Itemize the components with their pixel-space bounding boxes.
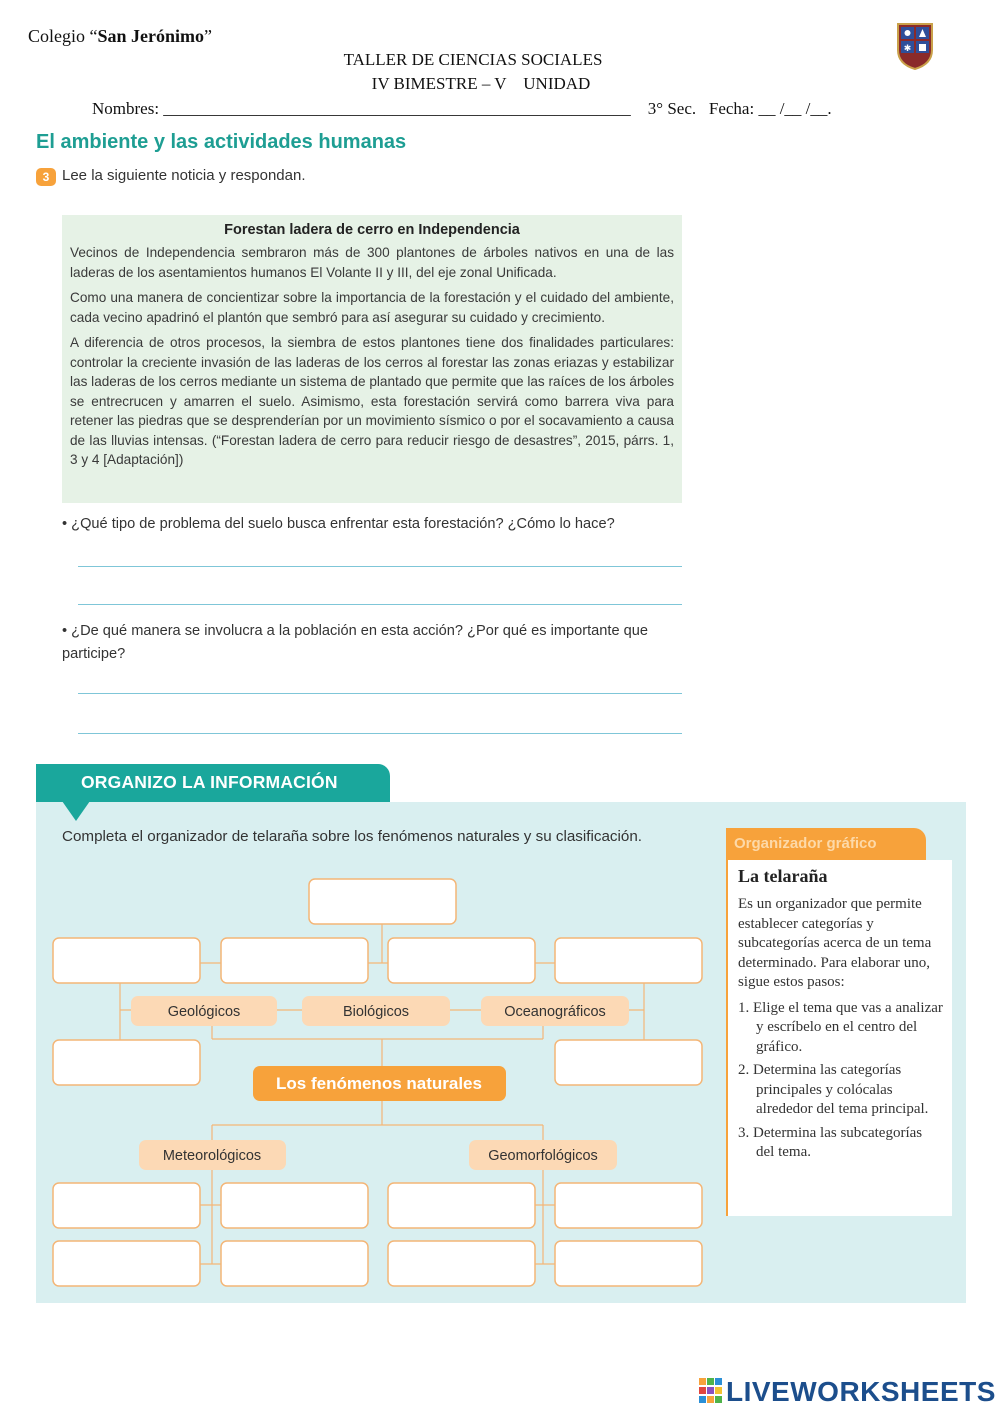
answer-box-side-right[interactable] <box>555 1040 702 1085</box>
worksheet-subtitle: IV BIMESTRE – V UNIDAD <box>371 74 591 93</box>
school-name: Colegio “San Jerónimo” <box>28 26 213 46</box>
question-2: • ¿De qué manera se involucra a la población en esta acción? ¿Por qué es importante que participe? <box>62 623 648 662</box>
category-label-meteorologicos: Meteorológicos <box>162 1148 262 1164</box>
sidebar-step: 3. Determina las subcategorías del tema. <box>738 1124 923 1160</box>
answer-box-bottom[interactable] <box>53 1241 200 1286</box>
answer-box-row1[interactable] <box>221 938 368 983</box>
center-topic-label: Los fenómenos naturales <box>276 1074 482 1093</box>
spider-web-diagram <box>36 802 716 1303</box>
sidebar-tab <box>726 828 926 860</box>
worksheet-title: TALLER DE CIENCIAS SOCIALES <box>343 50 603 69</box>
sidebar-intro: Es un organizador que permite establecer categorías y subcategorías acerca de un tema determinado. Para elaborar uno, sigue estos pasos: <box>738 896 932 990</box>
organizer-tab-label: ORGANIZO LA INFORMACIÓN <box>81 772 338 792</box>
answer-box-row1[interactable] <box>53 938 200 983</box>
answer-box-row1[interactable] <box>555 938 702 983</box>
sidebar-tab-label: Organizador gráfico <box>734 835 877 852</box>
answer-box-row1[interactable] <box>388 938 535 983</box>
answer-box-bottom[interactable] <box>221 1241 368 1286</box>
answer-box-bottom[interactable] <box>388 1241 535 1286</box>
reading-instruction: Lee la siguiente noticia y respondan. <box>62 167 306 184</box>
step-number-badge: 3 <box>36 168 56 186</box>
category-label-geologicos: Geológicos <box>167 1004 241 1020</box>
news-box <box>62 215 682 503</box>
answer-box-top[interactable] <box>309 879 456 924</box>
liveworksheets-brand: LIVEWORKSHEETS <box>726 1376 996 1407</box>
sidebar-steps <box>738 999 944 1163</box>
sidebar-step: 1. Elige el tema que vas a analizar y escríbelo en el centro del gráfico. <box>738 999 943 1055</box>
news-paragraph: Como una manera de concientizar sobre la importancia de la forestación y el cuidado del ambiente, cada vecino apadrinó el plantón que sembró para así asegurar su cuidado y crecimiento. <box>70 290 674 325</box>
answer-line-1a[interactable] <box>78 566 682 567</box>
answer-box-bottom[interactable] <box>53 1183 200 1228</box>
answer-box-bottom[interactable] <box>555 1183 702 1228</box>
news-paragraph: A diferencia de otros procesos, la siembra de estos plantones tiene dos finalidades particulares: controlar la creciente invasión de las laderas de los cerros al forestar las zonas eriazas y estabilizar las laderas de los cerros mediante un sistema de plantado que permite que las raíces de los árboles se entrecrucen y amarren el suelo. Asimismo, esta forestación servirá como barrera viva para retener las piedras que se desprenderían por un movimiento sísmico o por el socavamiento a causa de las lluvias intensas. (“Forestan ladera de cerro para reducir riesgo de desastres”, 2015, párrs. 1, 3 y 4 [Adaptación]) <box>70 335 674 467</box>
sidebar-step: 2. Determina las categorías principales y colócalas alrededor del tema principal. <box>738 1062 929 1117</box>
answer-line-2a[interactable] <box>78 693 682 694</box>
news-paragraph: Vecinos de Independencia sembraron más de 300 plantones de árboles nativos en una de las laderas de los asentamientos humanos El Volante II y III, del eje zonal Unificada. <box>70 245 674 280</box>
answer-box-side-left[interactable] <box>53 1040 200 1085</box>
organizer-instruction: Completa el organizador de telaraña sobre los fenómenos naturales y su clasificación. <box>62 828 642 845</box>
category-label-geomorfologicos: Geomorfológicos <box>488 1148 598 1164</box>
answer-line-2b[interactable] <box>78 733 682 734</box>
question-1: • ¿Qué tipo de problema del suelo busca enfrentar esta forestación? ¿Cómo lo hace? <box>62 516 615 532</box>
answer-box-bottom[interactable] <box>555 1241 702 1286</box>
news-title: Forestan ladera de cerro en Independencia <box>224 222 520 238</box>
answer-box-bottom[interactable] <box>221 1183 368 1228</box>
answer-line-1b[interactable] <box>78 604 682 605</box>
liveworksheets-logo-icon <box>698 1376 724 1406</box>
sidebar-content <box>726 860 952 1216</box>
student-info-line: Nombres: _______________________________________________________ 3° Sec. Fecha: __ /__ /__. <box>92 99 832 118</box>
category-label-oceanograficos: Oceanográficos <box>504 1004 606 1020</box>
section-title: El ambiente y las actividades humanas <box>36 131 407 153</box>
organizer-tab <box>36 764 390 802</box>
category-label-biologicos: Biológicos <box>342 1004 410 1020</box>
svg-text:✱: ✱ <box>903 44 912 54</box>
sidebar-heading: La telaraña <box>738 866 828 886</box>
answer-box-bottom[interactable] <box>388 1183 535 1228</box>
